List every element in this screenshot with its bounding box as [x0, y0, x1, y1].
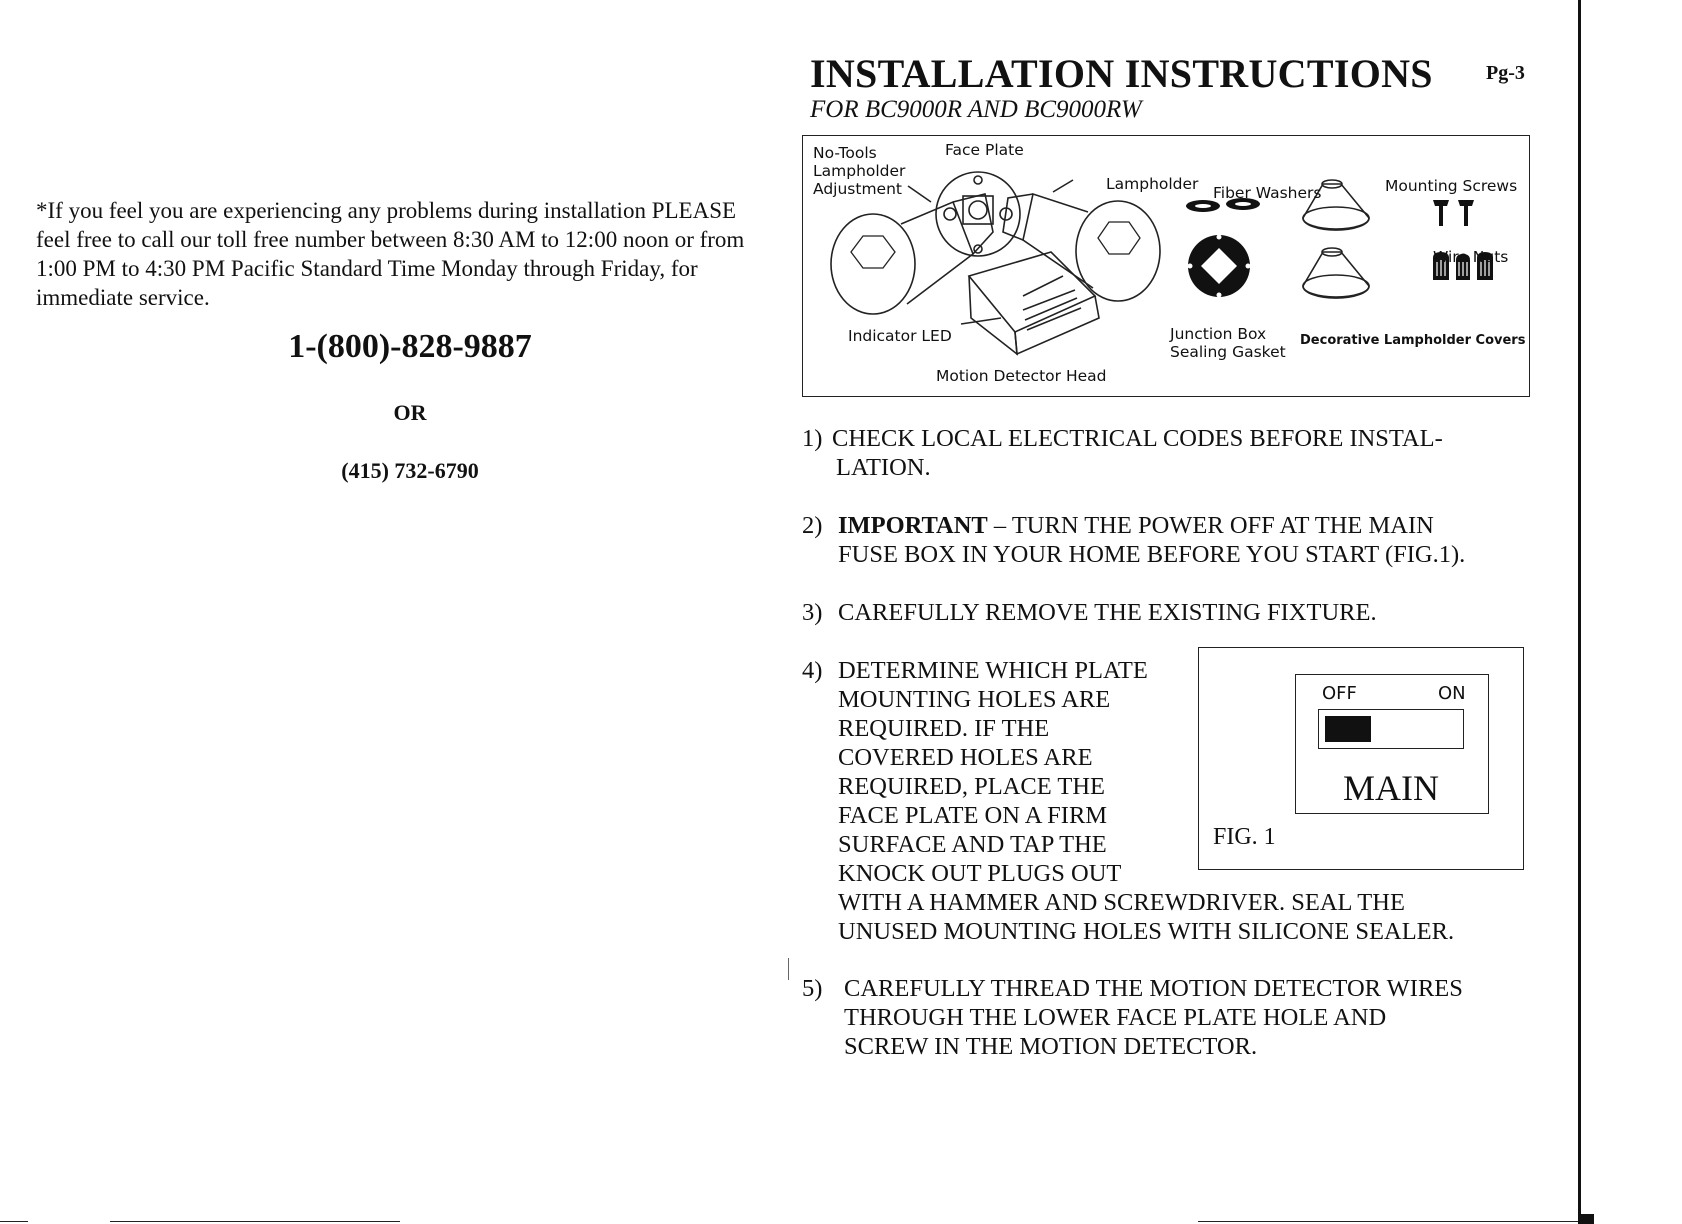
support-note-line: 1:00 PM to 4:30 PM Pacific Standard Time Monday through Friday, for — [36, 256, 698, 281]
label-junction-box-gasket: Junction Box Sealing Gasket — [1170, 325, 1286, 361]
switch-off-label: OFF — [1322, 683, 1357, 704]
page-number: Pg-3 — [1486, 62, 1525, 84]
step-number: 5) — [802, 975, 823, 1002]
or-separator: OR — [393, 400, 427, 425]
support-note-line: *If you feel you are experiencing any problems during installation PLEASE — [36, 198, 737, 223]
step-text-line: – TURN THE POWER OFF AT THE MAIN — [987, 512, 1434, 539]
label-mounting-screws: Mounting Screws — [1385, 177, 1518, 195]
figure-1-main-switch — [1198, 647, 1524, 870]
label-indicator-led: Indicator LED — [848, 327, 952, 345]
alternate-phone: (415) 732-6790 — [341, 458, 479, 483]
step-text-line: REQUIRED. IF THE — [838, 715, 1050, 742]
corner-mark — [1578, 1214, 1594, 1224]
scan-mark — [788, 958, 789, 980]
step-text-line: COVERED HOLES ARE — [838, 744, 1093, 771]
label-wire-nuts: Wire Nuts — [1433, 248, 1509, 266]
label-motion-detector-head: Motion Detector Head — [936, 367, 1107, 385]
step-number: 3) — [802, 599, 823, 626]
motion-detector-head-icon — [969, 252, 1099, 354]
step-text-line: SURFACE AND TAP THE — [838, 831, 1107, 858]
step-text-line: SCREW IN THE MOTION DETECTOR. — [844, 1033, 1258, 1060]
step-text-line: FUSE BOX IN YOUR HOME BEFORE YOU START (FIG.1). — [838, 541, 1466, 568]
step-number: 4) — [802, 657, 823, 684]
step-text-line: KNOCK OUT PLUGS OUT — [838, 860, 1122, 887]
toll-free-phone: 1-(800)-828-9887 — [288, 328, 532, 365]
step-text-line: LATION. — [836, 454, 931, 481]
right-lampholder-icon — [1003, 194, 1160, 301]
step-text-line: THROUGH THE LOWER FACE PLATE HOLE AND — [844, 1004, 1387, 1031]
label-face-plate: Face Plate — [945, 141, 1024, 159]
step-text-line: REQUIRED, PLACE THE — [838, 773, 1105, 800]
switch-knob-icon — [1325, 716, 1371, 742]
switch-track — [1318, 709, 1464, 749]
important-label: IMPORTANT — [838, 512, 988, 539]
page-edge-rule — [1578, 0, 1581, 1224]
main-breaker-panel — [1295, 674, 1489, 814]
figure-caption: FIG. 1 — [1213, 824, 1276, 850]
step-number: 2) — [802, 512, 823, 539]
page-subtitle: FOR BC9000R AND BC9000RW — [810, 96, 1142, 123]
label-decorative-covers: Decorative Lampholder Covers — [1300, 333, 1526, 348]
label-fiber-washers: Fiber Washers — [1213, 184, 1322, 202]
page-title: INSTALLATION INSTRUCTIONS — [810, 51, 1433, 96]
step-text-line: DETERMINE WHICH PLATE — [838, 657, 1148, 684]
step-number: 1) — [802, 425, 823, 452]
step-text-line: WITH A HAMMER AND SCREWDRIVER. SEAL THE — [838, 889, 1405, 916]
step-text-line: CAREFULLY THREAD THE MOTION DETECTOR WIRES — [844, 975, 1463, 1002]
step-text-line: CAREFULLY REMOVE THE EXISTING FIXTURE. — [838, 599, 1377, 626]
support-note-line: feel free to call our toll free number between 8:30 AM to 12:00 noon or from — [36, 227, 745, 252]
step-text-line: UNUSED MOUNTING HOLES WITH SILICONE SEALER. — [838, 918, 1455, 945]
step-text-line: FACE PLATE ON A FIRM — [838, 802, 1108, 829]
main-label: MAIN — [1343, 768, 1439, 808]
bottom-rule-left — [110, 1221, 400, 1222]
step-text-line: MOUNTING HOLES ARE — [838, 686, 1111, 713]
step-text-line: CHECK LOCAL ELECTRICAL CODES BEFORE INSTAL- — [832, 425, 1443, 452]
parts-diagram — [802, 135, 1530, 397]
label-no-tools-adjustment: No-Tools Lampholder Adjustment — [813, 144, 906, 198]
support-note-line: immediate service. — [36, 285, 210, 310]
label-lampholder: Lampholder — [1106, 175, 1199, 193]
switch-on-label: ON — [1438, 683, 1466, 704]
bottom-rule-left-stub — [0, 1221, 28, 1222]
face-plate-icon — [936, 172, 1020, 256]
junction-box-gasket-icon — [1188, 235, 1251, 298]
mounting-screws-icon — [1433, 200, 1474, 226]
support-note — [36, 196, 756, 312]
bottom-rule-right — [1198, 1221, 1578, 1222]
